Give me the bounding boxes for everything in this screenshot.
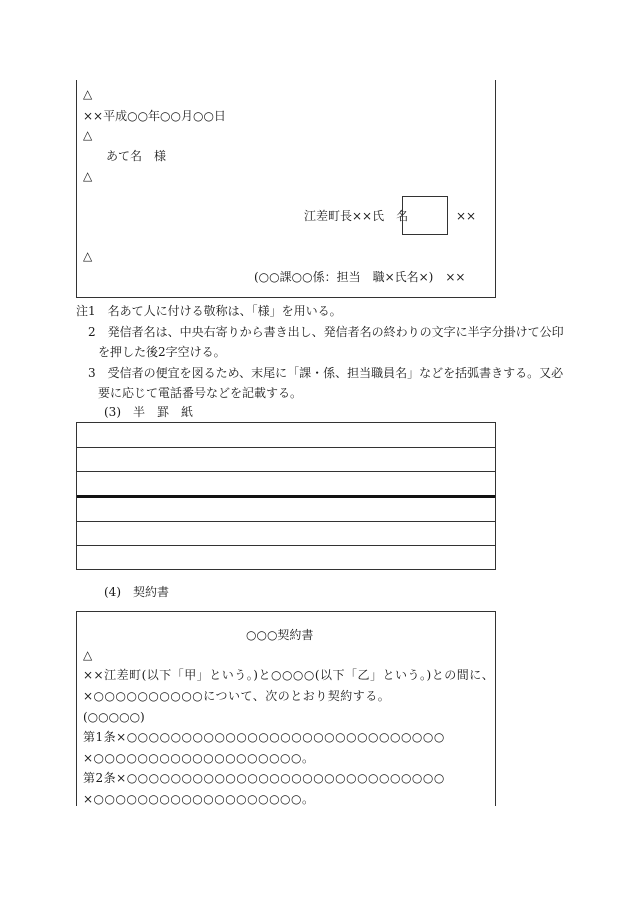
contract-line: ××江差町(以下「甲」という。)と○○○○(以下「乙」という。)との間に、 [83, 668, 495, 682]
letter-seal-suffix: ×× [456, 209, 477, 223]
contract-article-2: 第2条×○○○○○○○○○○○○○○○○○○○○○○○○○○○○○ [83, 771, 445, 785]
center-fold-line [77, 495, 495, 498]
letter-addressee: あて名 様 [106, 149, 167, 163]
contract-article-heading: (○○○○○) [83, 710, 145, 724]
note-3: 3 受信者の便宜を図るため、末尾に「課・係、担当職員名」などを括弧書きする。又必 [88, 366, 564, 380]
ruled-line [77, 545, 495, 546]
ruled-paper [76, 422, 496, 570]
ruled-line [77, 521, 495, 522]
space-mark: △ [83, 648, 93, 662]
contract-article-1-continued: ×○○○○○○○○○○○○○○○○○○○。 [83, 751, 315, 765]
section-heading: (3) 半 罫 紙 [104, 405, 193, 419]
section-heading: (4) 契約書 [104, 585, 169, 599]
letter-sender: 江差町長××氏 名 [304, 209, 409, 223]
note-3-continued: 要に応じて電話番号などを記載する。 [98, 386, 303, 400]
contract-article-2-continued: ×○○○○○○○○○○○○○○○○○○○。 [83, 792, 315, 806]
space-mark: △ [83, 87, 93, 101]
official-seal-box [402, 196, 448, 235]
ruled-line [77, 471, 495, 472]
space-mark: △ [83, 128, 93, 142]
note-2-continued: を押した後2字空ける。 [98, 345, 226, 359]
contract-title: ○○○契約書 [246, 628, 314, 642]
letter-contact: (○○課○○係：担当 職×氏名×) ×× [254, 270, 466, 284]
space-mark: △ [83, 169, 93, 183]
ruled-line [77, 447, 495, 448]
contract-line: ×○○○○○○○○○○について、次のとおり契約する。 [83, 689, 391, 703]
note-1: 注1 名あて人に付ける敬称は、「様」を用いる。 [76, 304, 342, 318]
letter-date: ××平成○○年○○月○○日 [83, 109, 226, 123]
space-mark: △ [83, 249, 93, 263]
contract-article-1: 第1条×○○○○○○○○○○○○○○○○○○○○○○○○○○○○○ [83, 730, 445, 744]
note-2: 2 発信者名は、中央右寄りから書き出し、発信者名の終わりの文字に半字分掛けて公印 [88, 325, 564, 339]
